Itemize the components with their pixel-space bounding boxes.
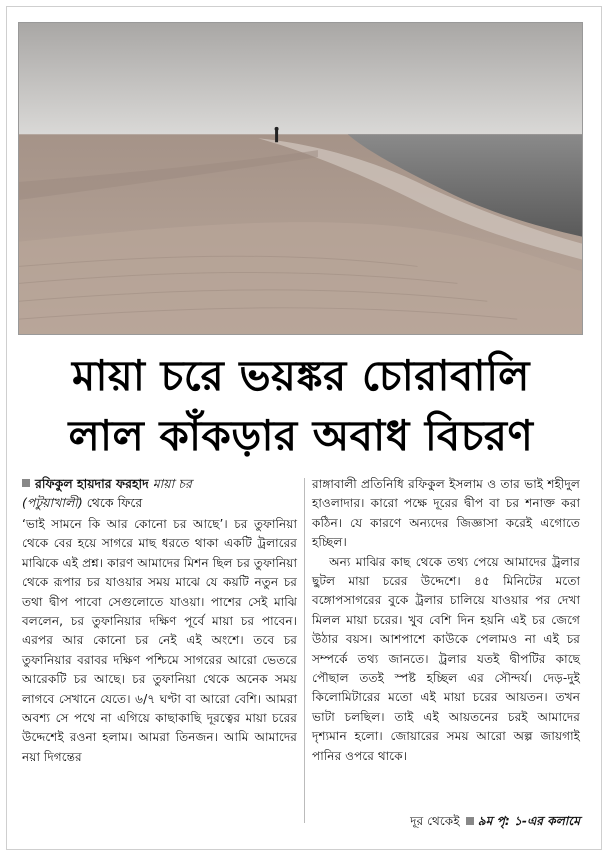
continuation-line xyxy=(312,812,580,831)
continuation-text: দূর থেকেই xyxy=(410,814,460,828)
left-column xyxy=(22,515,297,767)
byline-author: রফিকুল হায়দার ফরহাদ xyxy=(35,476,149,491)
beach-photo-icon xyxy=(19,23,582,334)
headline-line-2: লাল কাঁকড়ার অবাধ বিচরণ xyxy=(68,411,534,460)
right-column xyxy=(312,475,580,766)
jump-square-icon xyxy=(466,817,474,825)
left-paragraph-1: ‘ভাই সামনে কি আর কোনো চর আছে’। চর তুফানিয়া থেকে বের হয়ে সাগরে মাছ ধরতে থাকা একটি ট্রলারের মাঝিকে এই প্রশ্ন। কারণ আমাদের মিশন ছিল চর তুফানিয়া থেকে রূপার চর যাওয়ার সময় মাঝে যে কয়টি নতুন চর তথা দ্বীপ পাবো সেগুলোতে যাওয়া। পাশের সেই মাঝি বললেন, চর তুফানিয়ার দক্ষিণ পূর্বে মায়া চর পাবেন। এরপর আর কোনো চর নেই এই অংশে। তবে চর তুফানিয়ার বরাবর দক্ষিণ পশ্চিমে সাগরের আরো ভেতরে আরেকটি চর আছে। চর তুফানিয়া থেকে অনেক সময় লাগবে সেখানে যেতে। ৬/৭ ঘণ্টা বা আরো বেশি। আমরা অবশ্য সে পথে না এগিয়ে কাছাকাছি দূরত্বের মায়া চরের উদ্দেশেই রওনা হলাম। আমরা তিনজন। আমি আমাদের নয়া দিগন্তের xyxy=(22,517,297,764)
continuation-reference: ৯ম পৃ: ১-এর কলামে xyxy=(477,814,580,828)
article-photo xyxy=(18,22,583,335)
right-paragraph-2: অন্য মাঝির কাছ থেকে তথ্য পেয়ে আমাদের ট্রলার ছুটল মায়া চরের উদ্দেশে। ৪৫ মিনিটের মতো বঙ্গোপসাগরের বুকে ট্রলার চালিয়ে যাওয়ার পর দেখা মিলল মায়া চরের। খুব বেশি দিন হয়নি এই চর জেগে উঠার বয়স। আশপাশে কাউকে পেলামও না এই চর সম্পর্কে তথ্য জানতে। ট্রলার যতই দ্বীপটির কাছে পৌছাল ততই স্পষ্ট হচ্ছিল এর সৌন্দর্য। দেড়-দুই কিলোমিটারের মতো এই মায়া চরের আয়তন। তখন ভাটা চলছিল। তাই এই আয়তনের চরই আমাদের দৃশ্যমান হলো। জোয়ারের সময় আরো অল্প জায়গাই পানির ওপরে থাকে। xyxy=(312,554,580,763)
right-paragraph-1: রাঙ্গাবালী প্রতিনিধি রফিকুল ইসলাম ও তার ভাই শহীদুল হাওলাদার। কারো পক্ষে দূরের দ্বীপ বা চর শনাক্ত করা কঠিন। যে কারণে অন্যদের জিজ্ঞাসা করেই এগোতে হচ্ছিল। xyxy=(312,477,580,550)
byline-origin-district: (পটুয়াখালী) xyxy=(22,495,83,510)
headline-line-1: মায়া চরে ভয়ঙ্কর চোরাবালি xyxy=(72,351,530,400)
byline-origin-rest: থেকে ফিরে xyxy=(82,495,143,510)
bullet-square-icon xyxy=(22,479,30,487)
byline-place: মায়া চর xyxy=(152,476,192,491)
column-divider xyxy=(304,478,305,823)
byline xyxy=(22,474,302,512)
